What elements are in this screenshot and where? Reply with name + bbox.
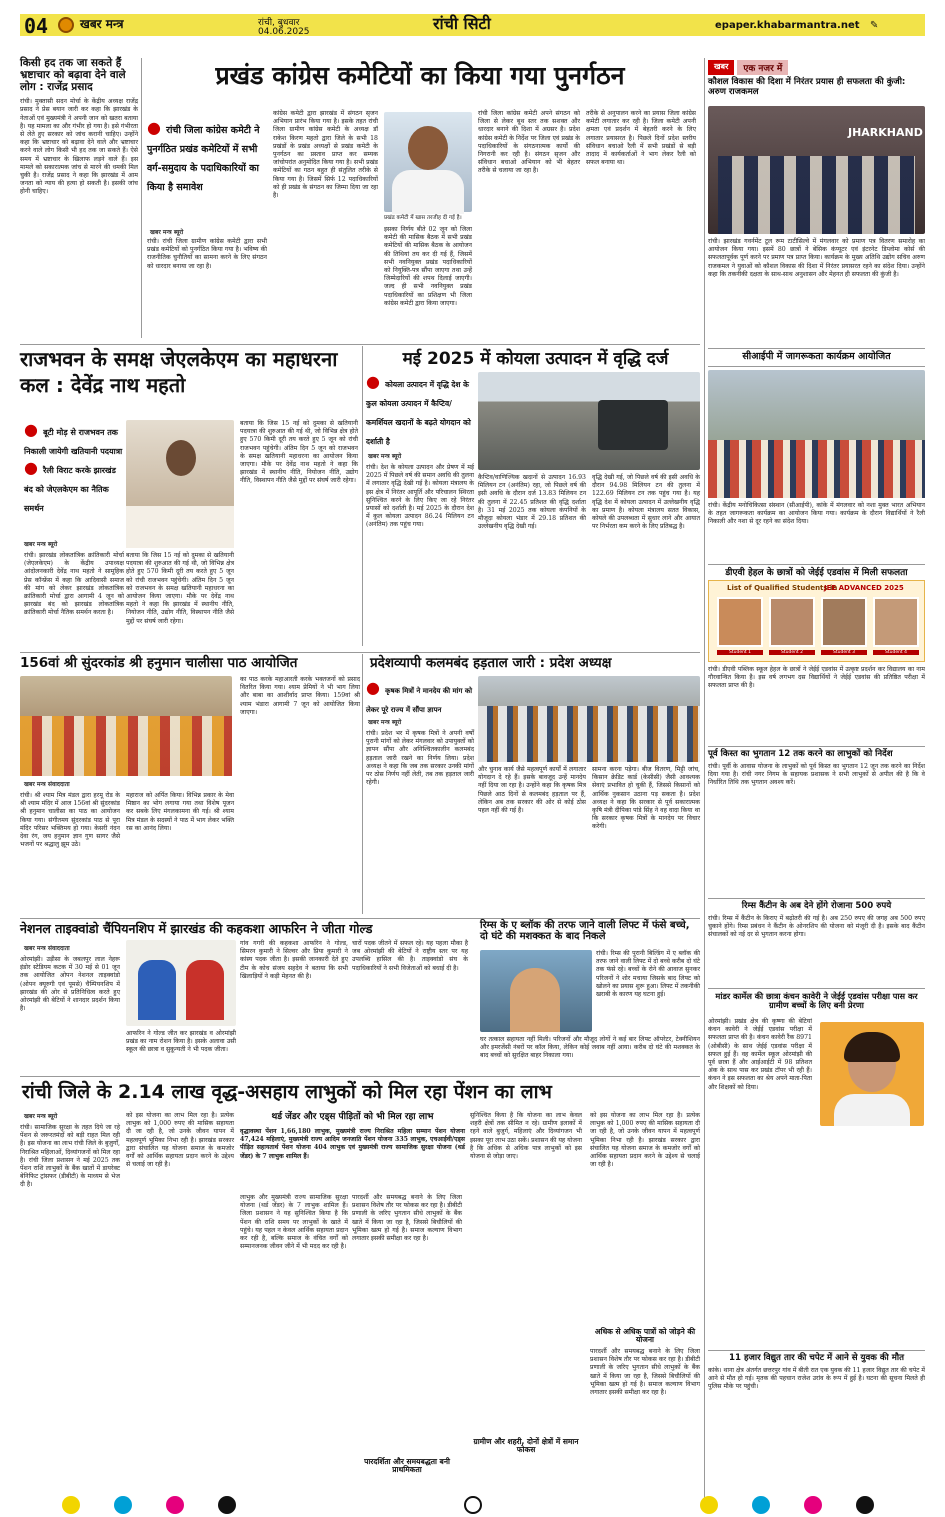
payment-body: रांची। पूर्वी के आवास योजना के लाभुकों को पूर्व किस्त का भुगतान 12 जून तक करने का निर्देश दिया गया है। रांची नगर निगम के सहायक प्रशासक ने सभी लाभुकों से अपील की है कि वे निर्धारित तिथि तक भुगतान अवश्य करें। bbox=[708, 762, 925, 786]
strike-bullet-text: कृषक मित्रों ने मानदेय की मांग को लेकर पूरे राज्य में सौंपा ज्ञापन bbox=[366, 687, 473, 714]
bullet-dot-icon: ● bbox=[366, 678, 380, 697]
brand-name: खबर मन्त्र bbox=[80, 17, 124, 31]
lift-body-2: घर तत्काल सहायता नहीं मिली। परिजनों और मौजूद लोगों ने कई बार लिफ्ट ऑपरेटर, टेक्नीशियन और इमरजेंसी नंबरों पर कॉल किया, लेकिन कोई जवाब नहीं आया। करीब दो घंटे की मशक्कत के बाद बच्चों को सुरक्षित बाहर निकाला गया। bbox=[480, 1036, 700, 1060]
pension-body-4: लाभुक और मुख्यमंत्री राज्य सामाजिक सुरक्षा योजना (थर्ड जेंडर) के 7 लाभुक शामिल हैं। जिला प्रशासन ने यह सुनिश्चित किया है कि पेंशन की राशि समय पर लाभुकों के खाते में पहुंचे। यह पहल न केवल आर्थिक सहायता प्रदान कर रही है, बल्कि समाज के वंचित वर्गों को सम्मानजनक जीवन जीने में भी मदद कर रही है। bbox=[240, 1194, 348, 1251]
kanchan-shirt-icon bbox=[834, 1094, 910, 1126]
pension-body-6: सुनिश्चित किया है कि योजना का लाभ केवल शहरी क्षेत्रों तक सीमित न रहे। ग्रामीण इलाकों में रहने वाले बुजुर्ग, महिलाएं और दिव्यांगजन भी इसका पूरा लाभ उठा सकें। प्रशासन की यह योजना है कि अधिक से अधिक पात्र लाभुकों को इस योजना से जोड़ा जाए। bbox=[470, 1112, 582, 1160]
chalisa-body-2: महाराज को अर्पित किया। विभिन्न प्रकार के मेवा मिष्ठान का भोग लगाया गया तथा विशेष पूजन कर सबके लिए मंगलकामना की गई। श्री श्याम मित्र मंडल के सदस्यों ने पाठ में भाग लेकर भक्ति रस का आनंद लिया। bbox=[126, 792, 234, 832]
person-shirt-icon bbox=[392, 170, 464, 214]
accident-headline: 11 हजार विद्युत तार की चपेट में आने से युवक की मौत bbox=[708, 1350, 925, 1364]
pension-body-7: को इस योजना का लाभ मिल रहा है। प्रत्येक लाभुक को 1,000 रुपए की मासिक सहायता दी जा रही है, जो उनके जीवन यापन में महत्वपूर्ण भूमिका निभा रही है। झारखंड सरकार द्वारा संचालित यह योजना समाज के कमजोर वर्गों को आर्थिक सहायता प्रदान करने के उद्देश्य से चलाई जा रही है। bbox=[590, 1112, 700, 1169]
accident-body: कांके। थाना क्षेत्र अंतर्गत छत्तरपुर गांव में बीती रात एक युवक की 11 हजार विद्युत तार की चपेट में आने से मौत हो गई। मृतक की पहचान राजेश उरांव के रूप में हुई है। घटना की सूचना मिलते ही पुलिस मौके पर पहुंची। bbox=[708, 1366, 925, 1390]
chalisa-byline: खबर मन्त्र संवाददाता bbox=[24, 781, 70, 788]
student-name-2: Student 2 bbox=[769, 650, 815, 655]
canteen-body: रांची। रिम्स में कैंटीन के किराए में बढ़ोतरी की गई है। अब 250 रुपए की जगह अब 500 रुपए चुकाने होंगे। रिम्स प्रबंधन ने कैंटीन के ओनरशिप की योजना को मंजूरी दी है। इसके बाद कैंटीन संचालकों को नई दर से भुगतान करना होगा। bbox=[708, 914, 925, 938]
taekwondo-body-2: आफरिन ने गोल्ड जीत कर झारखंड व ओरमांझी प्रखंड का नाम रोशन किया है। इसके अलावा उसी स्कूल की छात्रा व सुकून्यती ने भी पदक जीता। bbox=[126, 1030, 236, 1054]
lead-bullet bbox=[147, 118, 267, 218]
dav-banner-subtitle: JEE ADVANCED 2025 bbox=[824, 584, 904, 592]
jlkm-byline: खबर मन्त्र ब्यूरो bbox=[24, 541, 58, 548]
jlkm-bullet-1-text: बूटी मोड़ से राजभवन तक निकाली जायेगी खतियानी पदयात्रा bbox=[24, 428, 123, 456]
people-group-icon bbox=[718, 156, 915, 234]
strike-byline: खबर मन्त्र ब्यूरो bbox=[368, 719, 402, 726]
lead-headline: प्रखंड कांग्रेस कमेटियों का किया गया पुनर्गठन bbox=[215, 61, 625, 90]
cip-photo bbox=[708, 370, 925, 498]
news-tag-secondary: एक नजर में bbox=[737, 60, 788, 75]
coal-body-2: कैप्टिव/वाणिज्यिक खदानों से उत्पादन 16.93 मिलियन टन (अनंतिम) रहा, जो पिछले वर्ष की इसी अवधि के दौरान दर्ज 13.83 मिलियन टन की तुलना में 22.45 प्रतिशत की वृद्धि दर्शाता है। 31 मई 2025 तक कोयला कंपनियों के मौजूदा कोयला भंडार में 29.18 प्रतिशत की उल्लेखनीय वृद्धि देखी गई। bbox=[478, 474, 586, 531]
lead-photo-caption: प्रखंड कमेटी में खास तरजीह दी गई है। bbox=[384, 215, 462, 221]
kanchan-story bbox=[708, 988, 925, 1348]
accident-story bbox=[708, 1350, 925, 1500]
strike-bullet bbox=[366, 678, 474, 714]
student-name-1: Student 1 bbox=[717, 650, 763, 655]
pension-headline: रांची जिले के 2.14 लाख वृद्ध-असहाय लाभुकों को मिल रहा पेंशन का लाभ bbox=[22, 1081, 552, 1103]
pension-body-5: पारदर्शी और समयबद्ध बनाने के लिए जिला प्रशासन विशेष तौर पर फोकस कर रहा है। डीबीटी प्रणाली के जरिए भुगतान सीधे लाभुकों के बैंक खाते में किया जा रहा है, जिससे बिचौलियों की भूमिका खत्म हो गई है। समाज कल्याण विभाग लगातार इसकी समीक्षा कर रहा है। bbox=[352, 1194, 462, 1242]
pension-body-3: वृद्धावस्था पेंशन 1,66,180 लाभुक, मुख्यमंत्री राज्य निराश्रित महिला सम्मान पेंशन योजना 47,424 महिलाएं, मुख्यमंत्री राज्य आदिम जनजाति पेंशन योजना 335 लाभुक, एचआईवी/एड्स पीड़ित सहायतार्थ पेंशन योजना 404 लाभुक एवं मुख्यमंत्री राज्य सामाजिक सुरक्षा योजना (थर्ड जेंडर) के 7 लाभुक शामिल हैं। bbox=[240, 1128, 465, 1160]
bullet-dot-icon: ● bbox=[147, 118, 161, 137]
registration-mark-cyan bbox=[114, 1496, 132, 1514]
coal-mine-photo bbox=[478, 372, 700, 470]
student-photo-1 bbox=[717, 597, 763, 647]
kanchan-headline: मांडर कार्मेल की छात्रा कंचन कावेरी ने जेईई एडवांस परीक्षा पास कर ग्रामीण बच्चों के लिए बनी प्रेरणा bbox=[708, 988, 925, 1010]
brand-logo-icon bbox=[58, 17, 74, 33]
bullet-dot-icon: ● bbox=[366, 372, 380, 391]
dav-headline: डीएवी हेहल के छात्रों को जेईई एडवांस में मिली सफलता bbox=[708, 564, 925, 578]
canteen-headline: रिम्स कैंटीन के अब देने होंगे रोजाना 500 रुपये bbox=[708, 898, 925, 912]
speaker-icon bbox=[166, 440, 196, 476]
lead-col-1: रांची। रांची जिला ग्रामीण कांग्रेस कमेटी द्वारा सभी प्रखंड कमेटियों को पुनर्गठित किया गया है। भविष्य की राजनीतिक चुनौतियों का सामना करने के लिए संगठन को धारदार बनाया जा रहा है। bbox=[147, 238, 267, 270]
athlete-1-icon bbox=[138, 960, 176, 1020]
taekwondo-body-3: गांव गगरी की कहकशा आफरिन ने गोल्ड, सिमरन कुमारी ने सिल्वर और प्रिया कुमारी ने कांस्य पदक जीता है। इसकी जानकारी देते हुए टीम के कोच संजय सहदेव ने बताया कि सभी खिलाड़ियों ने कड़ी मेहनत की है। bbox=[240, 940, 348, 980]
pension-subhead-2: पारदर्शिता और समयबद्धता बनी प्राथमिकता bbox=[364, 1457, 450, 1475]
section-title: रांची सिटी bbox=[433, 14, 491, 33]
strike-photo bbox=[478, 676, 700, 762]
taekwondo-body-4: चारों पदक जीतने में सफल रहे। यह पहला मौका है जब ओरमांझी की बेटियों ने राष्ट्रीय स्तर पर यह उपलब्धि हासिल की है। ताइक्वांडो संघ के पदाधिकारियों ने सभी विजेताओं को बधाई दी है। bbox=[352, 940, 468, 972]
lift-body: रांची। रिम्स की पुरानी बिल्डिंग में ए ब्लॉक की तरफ जाने वाली लिफ्ट में दो बच्चे करीब दो घंटे तक फंसे रहे। बच्चों के रोने की आवाज सुनकर परिजनों ने शोर मचाया जिसके बाद लिफ्ट को खोलने का प्रयास शुरू हुआ। लिफ्ट में तकनीकी खराबी के कारण यह घटना हुई। bbox=[596, 950, 700, 998]
jlkm-headline: राजभवन के समक्ष जेएलकेएम का महाधरना कल : देवेंद्र नाथ महतो bbox=[20, 347, 338, 397]
coal-headline: मई 2025 में कोयला उत्पादन में वृद्धि दर्ज bbox=[402, 349, 669, 369]
person-head-icon bbox=[408, 126, 448, 170]
cursor-icon: ✎ bbox=[870, 20, 879, 31]
student-name-4: Student 4 bbox=[873, 650, 919, 655]
lift-photo bbox=[480, 950, 592, 1032]
registration-mark-yellow bbox=[62, 1496, 80, 1514]
strike-body-1: रांची। प्रदेश भर में कृषक मित्रों ने अपनी वर्षों पुरानी मांगों को लेकर मंगलवार को उपायुक्तों को ज्ञापन सौंपा और अनिश्चितकालीन कलमबंद हड़ताल जारी रखने का निर्णय लिया। प्रदेश अध्यक्ष ने कहा कि जब तक सरकार उनकी मांगों पर ठोस निर्णय नहीं लेती, तब तक हड़ताल जारी रहेगी। bbox=[366, 730, 474, 787]
right-top-body: रांची। झारखंड गवर्नमेंट टूल रूम टाटीसिल्वे में मंगलवार को प्रमाण पत्र वितरण समारोह का आयोजन किया गया। इसमें 80 छात्रों ने बेसिक कंप्यूटर एवं इंटरनेट डिप्लोमा कोर्स की सफलतापूर्वक पूर्ण करने पर प्रमाण पत्र प्राप्त किया। कार्यक्रम के मुख्य अतिथि उद्योग सचिव अरुण राजकमल ने युवाओं को कौशल विकास की दिशा में निरंतर प्रयासरत रहने का संदेश दिया। उन्होंने कहा कि तकनीकी दक्षता के साथ-साथ अनुशासन और मेहनत ही सफलता की कुंजी है। bbox=[708, 238, 925, 278]
registration-mark-cyan-2 bbox=[752, 1496, 770, 1514]
kanchan-hair-icon bbox=[844, 1032, 900, 1062]
student-photo-4 bbox=[873, 597, 919, 647]
coal-body-1: रांची। देश के कोयला उत्पादन और प्रेषण में मई 2025 में पिछले वर्ष की समान अवधि की तुलना में लगातार वृद्धि देखी गई है। कोयला मंत्रालय के इस क्षेत्र में निरंतर आपूर्ति और परिचालन स्थिरता सुनिश्चित करने के लिए किए जा रहे निरंतर प्रयासों को दर्शाती है। मई 2025 के दौरान देश में कुल कोयला उत्पादन 86.24 मिलियन टन (अनंतिम) तक पहुंच गया। bbox=[366, 464, 474, 529]
jlkm-body-2: बताया कि जिस 15 नई को दुमका से खतियानी पदयात्रा की शुरुआत की गई थी, जो विभिन्न क्षेत्र होते हुए 570 किमी दूरी तय करते हुए 5 जून को रांची राजभवन पहुंचेगी। अंतिम दिन 5 जून को राजभवन के समक्ष खतियानी महाधरना का आयोजन किया जाएगा। मौके पर देवेंद्र नाथ महतो ने कहा कि झारखंड में स्थानीय नीति, नियोजन नीति, उद्योग नीति, विस्थापन नीति जैसे मुद्दों पर संघर्ष जारी रहेगा। bbox=[126, 552, 234, 625]
lead-byline: खबर मन्त्र ब्यूरो bbox=[150, 229, 184, 236]
devotees-icon bbox=[20, 716, 232, 776]
dav-body: रांची। डीएवी पब्लिक स्कूल हेहल के छात्रों ने जेईई एडवांस में उत्कृष्ट प्रदर्शन कर विद्यालय का नाम गौरवान्वित किया है। इस वर्ष लगभग दस विद्यार्थियों ने जेईई एडवांस की प्रतिष्ठित परीक्षा में सफलता प्राप्त की है। bbox=[708, 666, 925, 690]
chalisa-photo bbox=[20, 676, 232, 776]
crowd-icon bbox=[708, 440, 925, 498]
bullet-dot-icon: ● bbox=[24, 420, 38, 439]
coal-body-3: वृद्धि देखी गई, जो पिछले वर्ष की इसी अवधि के दौरान 94.98 मिलियन टन की तुलना में 122.69 मिलियन टन तक पहुंच गया है। यह वृद्धि देश में कोयला उत्पादन में उल्लेखनीय वृद्धि का प्रमाण है। कोयला मंत्रालय सतत विकास, कोयले की उपलब्धता में सुधार लाने और आयात पर निर्भरता कम करने के लिए प्रतिबद्ध है। bbox=[592, 474, 700, 531]
right-top-story bbox=[708, 60, 925, 345]
pension-body-1: रांची। सामाजिक सुरक्षा के तहत दिये जा रहे पेंशन से जरूरतमंदों को बड़ी राहत मिल रही है। इस योजना का लाभ रांची जिले के बुजुर्गों, निराश्रित महिलाओं, दिव्यांगजनों को मिल रहा है। रांची जिला प्रशासन ने मई 2025 तक पेंशन राशि लाभुकों के बैंक खातों में डायरेक्ट बेनिफिट ट्रांसफर (डीबीटी) के माध्यम से भेज दी है। bbox=[20, 1124, 120, 1189]
lead-col-2: कांग्रेस कमेटी द्वारा झारखंड में संगठन सृजन अभियान प्रारंभ किया गया है। इसके तहत रांची जिला ग्रामीण कांग्रेस कमेटी के अध्यक्ष डॉ राकेश किरण महतो द्वारा जिले के सभी 18 प्रखंडों के प्रखंड अध्यक्षों से प्रखंड कमेटी के पुनर्गठन का प्रस्ताव प्राप्त कर सम्यक जांचोपरांत अनुमोदित किया गया है। सभी प्रखंड कमेटियों का गठन बहुत ही संतुलित तरीके से किया गया है। जिसमें सिर्फ 12 पदाधिकारियों को ही प्रखंड के संगठन का जिम्मा दिया जा रहा है। bbox=[273, 110, 378, 199]
registration-mark-black-2 bbox=[856, 1496, 874, 1514]
athlete-2-icon bbox=[186, 960, 224, 1020]
cip-body: रांची। केंद्रीय मनोचिकित्सा संस्थान (सीआईपी), कांके में मंगलवार को नशा मुक्त भारत अभियान के तहत जागरूकता कार्यक्रम का आयोजन किया गया। कार्यक्रम के दौरान विद्यार्थियों ने रैली निकाली और नशा से दूर रहने का संदेश दिया। bbox=[708, 502, 925, 526]
canteen-story bbox=[708, 898, 925, 986]
ceremony-photo bbox=[708, 106, 925, 234]
lead-col-6: तरीके से अनुपालन करने का प्रयास जिला कांग्रेस कमेटी लगातार कर रही है। जिला कमेटी अपनी क्षमता एवं प्रदर्शन में बेहतरी करने के लिए लगातार प्रयासरत है। पिछले दिनों प्रदेश स्तरीय संविधान बचाओ रैली में सभी प्रखंडों से बड़ी तादाद में कार्यकर्ताओं ने भाग लेकर रैली को सफल बनाया था। bbox=[586, 110, 696, 167]
lead-bullet-text: रांची जिला कांग्रेस कमेटी ने पुनर्गठित प्रखंड कमेटियों में सभी वर्ग-समुदाय के पदाधिकारियों का किया है समावेश bbox=[147, 125, 260, 193]
kanchan-body: ओरमांझी। प्रखंड क्षेत्र की कृष्णा की बेटियां कंचन कावेरी ने जेईई एडवांस परीक्षा में सफलता प्राप्त की है। कंचन कावेरी रैंक 8971 (ओबीसी) के साथ जेईई एडवांस परीक्षा में सफल हुई हैं। वह कार्मेल स्कूल ओरमांझी की पूर्व छात्रा हैं और आईआईटी में 98 प्रतिशत अंक के साथ पास कर प्रखंड टॉपर भी रही हैं। कंचन ने इस सफलता का श्रेय अपने माता-पिता और शिक्षकों को दिया। bbox=[708, 1018, 812, 1091]
pension-byline: खबर मन्त्र ब्यूरो bbox=[24, 1113, 58, 1120]
student-photo-3 bbox=[821, 597, 867, 647]
table-icon bbox=[126, 506, 234, 548]
registration-mark-magenta-2 bbox=[804, 1496, 822, 1514]
lead-col-5: रांची जिला कांग्रेस कमेटी अपने संगठन को जिला से लेकर बूथ स्तर तक सशक्त और धारदार बनाने की दिशा में अग्रसर है। प्रदेश कांग्रेस कमेटी के निर्देश पर जिला एवं प्रखंड के पदाधिकारियों के संगठनात्मक कार्यों की निगरानी कर रही है। संगठन सृजन और संविधान बचाओ अभियान को भी बेहतर तरीके से चलाया जा रहा है। bbox=[478, 110, 580, 175]
lead-col-4: इसका निर्णय बीते 02 जून को जिला कमेटी की मासिक बैठक में सभी प्रखंड कमेटियों की मासिक बैठक के आयोजन की तिथियां तय कर दी गई हैं, जिसमें सभी नवनियुक्त प्रखंड पदाधिकारियों को नियुक्ति-पत्र सौंपा जाएगा तथा उन्हें जिम्मेदारियों की शपथ दिलाई जाएगी। जल्द ही सभी नवनियुक्त प्रखंड पदाधिकारियों का प्रशिक्षण भी जिला कांग्रेस कमेटी द्वारा किया जाएगा। bbox=[384, 226, 472, 307]
taekwondo-photo bbox=[126, 940, 236, 1026]
pension-body-8: पारदर्शी और समयबद्ध बनाने के लिए जिला प्रशासन विशेष तौर पर फोकस कर रहा है। डीबीटी प्रणाली के जरिए भुगतान सीधे लाभुकों के बैंक खाते में किया जा रहा है, जिससे बिचौलियों की भूमिका खत्म हो गई है। समाज कल्याण विभाग लगातार इसकी समीक्षा कर रहा है। bbox=[590, 1348, 700, 1396]
jlkm-bullet-1 bbox=[24, 420, 124, 456]
right-top-headline: कौशल विकास की दिशा में निरंतर प्रयास ही सफलता की कुंजी: अरुण राजकमल bbox=[708, 77, 906, 97]
student-name-3: Student 3 bbox=[821, 650, 867, 655]
registration-mark-black bbox=[218, 1496, 236, 1514]
side-story-body: रांची। मुक्तासी सदन मोर्चा के केंद्रीय अध्यक्ष राजेंद्र प्रसाद ने प्रेस बयान जारी कर कहा कि झारखंड के नेताओं एवं मुख्यमंत्री ने अपनी जान को खतरा बताया है। यह मामला का और गंभीर हो गया है। इसे गंभीरता से लेते हुए सरकार को जांच करानी चाहिए। उन्होंने कहा कि भ्रष्टाचार को बढ़ावा देने वाले और भ्रष्टाचार करने वाले लोग किसी भी हद तक जा सकते हैं। ऐसे समय में भ्रष्टाचार के खिलाफ लड़ने वाले हैं। इस मामले को सकारात्मक जांच से मारने की धमकी मिल चुकी है। राजेंद्र प्रसाद ने कहा कि झारखंड में आम जनता को न्याय की हत्या हो सकती है। इसकी जांच होनी चाहिए। bbox=[20, 98, 138, 196]
pension-subhead-1-text: थर्ड जेंडर और एड्स पीड़ितों को भी मिल रहा लाभ bbox=[271, 1112, 434, 1122]
jlkm-body-1: रांची। झारखंड लोकतांत्रिक क्रांतिकारी मोर्चा (जेएलकेएम) के केंद्रीय उपाध्यक्ष आंदोलनकारी देवेंद्र नाथ महतो ने सामूहिक प्रेस कॉन्फ्रेंस में कहा कि आदिवासी समाज की मांग को लेकर झारखंड लोकतांत्रिक क्रांतिकारी मोर्चा द्वारा आगामी 4 जून को झारखंड बंद को झारखंड लोकतांत्रिक क्रांतिकारी मोर्चा नैतिक समर्थन करता है। bbox=[24, 552, 124, 617]
jlkm-body-3: बताया कि जिस 15 नई को दुमका से खतियानी पदयात्रा की शुरुआत की गई थी, जो विभिन्न क्षेत्र होते हुए 570 किमी दूरी तय करते हुए 5 जून को रांची राजभवन पहुंचेगी। अंतिम दिन 5 जून को राजभवन के समक्ष खतियानी महाधरना का आयोजन किया जाएगा। मौके पर देवेंद्र नाथ महतो ने कहा कि झारखंड में स्थानीय नीति, नियोजन नीति, उद्योग नीति, विस्थापन नीति जैसे मुद्दों पर संघर्ष जारी रहेगा। bbox=[240, 420, 358, 485]
coal-byline: खबर मन्त्र ब्यूरो bbox=[368, 453, 402, 460]
chalisa-body-1: रांची। श्री श्याम मित्र मंडल द्वारा हरमू रोड के श्री श्याम मंदिर में आज 156वां श्री सुंदरकांड श्री हनुमान चालीसा का पाठ का आयोजन किया गया। संगीतमय सुंदरकांड पाठ से पूरा मंदिर परिसर भक्तिमय हो गया। केसरी नंदन देवा रंग, जय हनुमान ज्ञान गुण सागर जैसे भजनों पर श्रद्धालु झूम उठे। bbox=[20, 792, 120, 849]
dav-banner bbox=[708, 580, 925, 662]
pension-subhead-3: ग्रामीण और शहरी, दोनों क्षेत्रों में समान फोकस bbox=[473, 1437, 579, 1455]
pension-body-2: को इस योजना का लाभ मिल रहा है। प्रत्येक लाभुक को 1,000 रुपए की मासिक सहायता दी जा रही है, जो उनके जीवन यापन में महत्वपूर्ण भूमिका निभा रही है। झारखंड सरकार द्वारा संचालित यह योजना समाज के कमजोर वर्गों को आर्थिक सहायता प्रदान करने के उद्देश्य से चलाई जा रही है। bbox=[126, 1112, 234, 1169]
cip-headline: सीआईपी में जागरूकता कार्यक्रम आयोजित bbox=[708, 348, 925, 367]
dateline-city: रांची, बुधवार bbox=[258, 18, 300, 28]
payment-headline: पूर्व किस्त का भुगतान 12 तक करने का लाभुकों को निर्देश bbox=[708, 746, 925, 760]
lift-headline: रिम्स के ए ब्लॉक की तरफ जाने वाली लिफ्ट में फंसे बच्चे, दो घंटे की मशक्कत के बाद निकले bbox=[480, 920, 690, 943]
strike-body-2: और चुनाव कार्य जैसे महत्वपूर्ण कार्यों में लगातार योगदान दे रहे हैं। इसके बावजूद उन्हें मानदेय नहीं दिया जा रहा है। उन्होंने कहा कि कृषक मित्र पिछले आठ दिनों से कलमबंद हड़ताल पर हैं, लेकिन अब तक सरकार की ओर से कोई ठोस पहल नहीं की गई है। bbox=[478, 766, 586, 814]
kanchan-photo bbox=[820, 1022, 924, 1126]
chalisa-headline: 156वां श्री सुंदरकांड श्री हनुमान चालीसा पाठ आयोजित bbox=[20, 655, 298, 671]
taekwondo-body-1: ओरमांझी। उड़ीसा के जबलपुर लाल नेहरू इंडोर स्टेडियम कटक में 30 मई से 01 जून तक आयोजित ओपन नेशनल ताइक्वांडो (ओपन क्यूरुगी एवं पूमसे) चैम्पियनशिप में झारखंड की ओर से प्रतिनिधित्व करते हुए ओरमांझी की बेटियों ने शानदार प्रदर्शन किया है। bbox=[20, 956, 120, 1013]
news-tag: खबर bbox=[708, 60, 734, 75]
pension-subhead-4: अधिक से अधिक पात्रों को जोड़ने की योजना bbox=[594, 1327, 696, 1345]
payment-story bbox=[708, 746, 925, 896]
protest-crowd-icon bbox=[478, 706, 700, 762]
registration-mark-magenta bbox=[166, 1496, 184, 1514]
jlkm-photo bbox=[126, 420, 234, 548]
chalisa-body-3: का पाठ करके महाआरती करके भक्तजनों को प्रसाद वितरित किया गया। श्याम प्रेमियों ने भी भाग लिया और बाबा का आशीर्वाद प्राप्त किया। 159वां श्री श्याम भंडारा आगामी 7 जून को आयोजित किया जाएगा। bbox=[240, 676, 360, 716]
student-photo-2 bbox=[769, 597, 815, 647]
jlkm-bullet-2 bbox=[24, 458, 124, 513]
coal-bullet-text: कोयला उत्पादन में वृद्धि देश के कुल कोयला उत्पादन में कैप्टिव/कमर्शियल खदानों के बढ़ते योगदान को दर्शाती है bbox=[366, 380, 471, 446]
jlkm-bullet-2-text: रैली विराट करके झारखंड बंद को जेएलकेएम का नैतिक समर्थन bbox=[24, 466, 116, 513]
bullet-dot-icon: ● bbox=[24, 458, 38, 477]
coal-bullet bbox=[366, 372, 474, 452]
stage-banner: JHARKHAND bbox=[848, 126, 923, 139]
lead-photo-politician bbox=[384, 112, 472, 212]
side-story-headline: किसी हद तक जा सकते हैं भ्रष्टाचार को बढ़ावा देने वाले लोग : राजेंद्र प्रसाद bbox=[20, 57, 126, 93]
crosshair-icon bbox=[464, 1496, 482, 1514]
strike-body-3: सामना करना पड़ेगा। बीज वितरण, मिट्टी जांच, किसान क्रेडिट कार्ड (केसीसी) जैसी आवश्यक सेवाएं प्रभावित हो चुकी हैं, जिससे किसानों को आर्थिक नुकसान उठाना पड़ सकता है। प्रदेश अध्यक्ष ने कहा कि सरकार से पूर्व सकारात्मक कृषि मंत्री दीपिका पांडे सिंह ने वह वादा किया था कि सरकार कृषक मित्रों के मानदेय पर विचार करेगी। bbox=[592, 766, 700, 831]
page-number: 04 bbox=[24, 14, 49, 38]
excavator-icon bbox=[598, 400, 668, 450]
taekwondo-byline: खबर मन्त्र संवाददाता bbox=[24, 945, 70, 952]
dateline-date: 04.06.2025 bbox=[258, 27, 310, 37]
strike-headline: प्रदेशव्यापी कलमबंद हड़ताल जारी : प्रदेश अध्यक्ष bbox=[370, 655, 612, 671]
masthead bbox=[0, 0, 945, 46]
taekwondo-headline: नेशनल ताइक्वांडो चैंपियनशिप में झारखंड की कहकशा आफरिन ने जीता गोल्ड bbox=[20, 921, 373, 936]
dav-banner-title: List of Qualified Students in bbox=[727, 584, 838, 592]
site-url[interactable]: epaper.khabarmantra.net bbox=[715, 20, 860, 31]
side-story bbox=[20, 58, 138, 340]
registration-mark-yellow-2 bbox=[700, 1496, 718, 1514]
child-icon bbox=[510, 968, 560, 1032]
